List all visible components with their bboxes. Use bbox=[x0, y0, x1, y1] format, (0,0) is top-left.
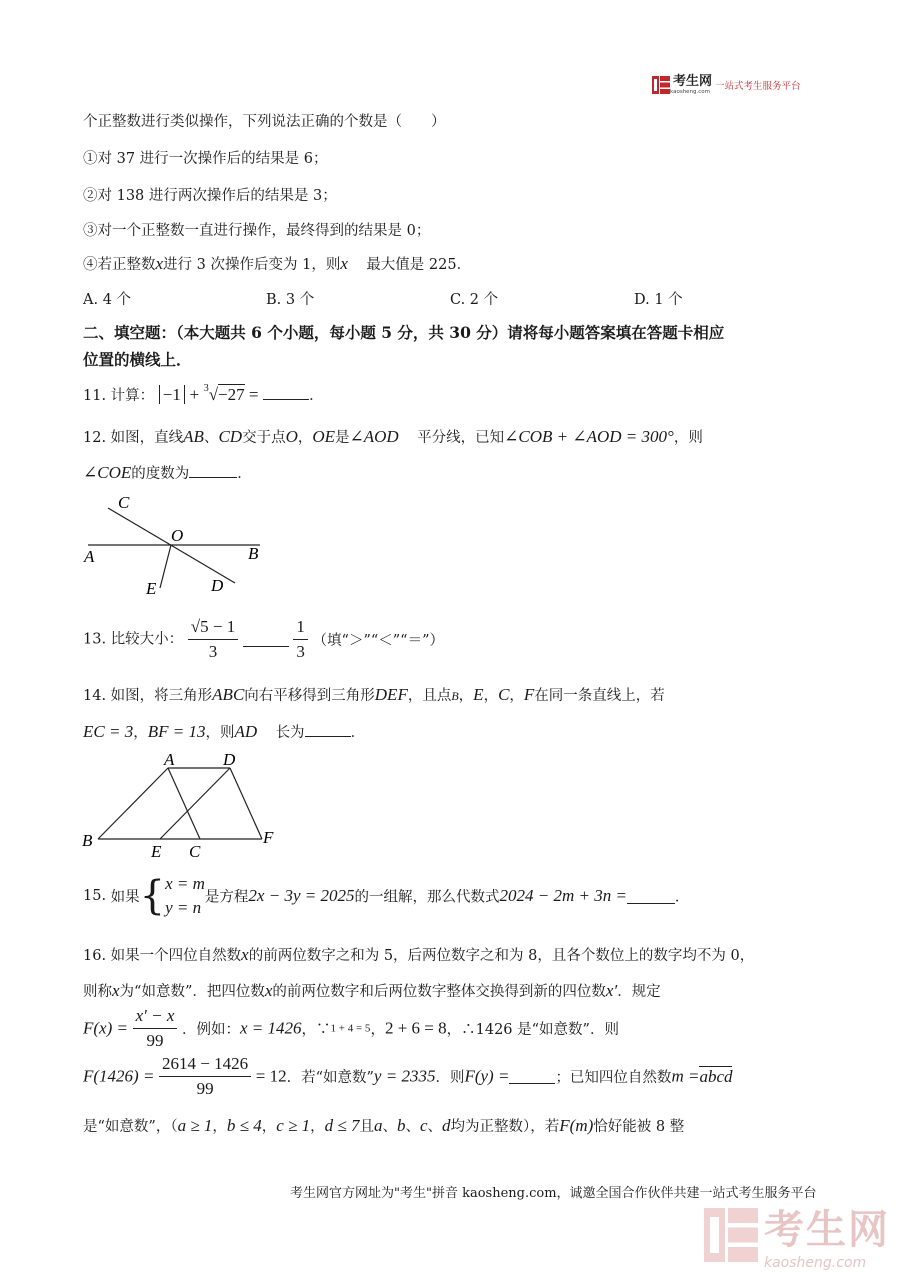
q16-answer-blank bbox=[509, 1069, 555, 1084]
q10-option-d: D. 1 个 bbox=[634, 292, 683, 308]
q10-stem: 个正整数进行类似操作，下列说法正确的个数是（ ） bbox=[83, 114, 446, 130]
q14-line1: 14. 如图，将三角形ABC向右平移得到三角形DEF，且点B，E，C，F在同一条直线上，若 bbox=[83, 685, 665, 704]
watermark-logo-icon bbox=[704, 1208, 758, 1262]
label-d: D bbox=[223, 750, 236, 769]
ray-oe bbox=[160, 545, 171, 588]
q10-statement-3: ③对一个正整数一直进行操作，最终得到的结果是 0； bbox=[83, 223, 431, 239]
footer-text: 考生网官方网址为"考生"拼音 kaosheng.com，诚邀全国合作伙伴共建一站式考生服务平台 bbox=[290, 1186, 817, 1201]
label-c: C bbox=[189, 842, 201, 861]
q14-answer-blank bbox=[305, 722, 351, 737]
q15-system: x = m y = n bbox=[165, 874, 205, 917]
q12-line2: ∠COE的度数为 ． bbox=[83, 463, 252, 482]
logo-slogan: 一站式考生服务平台 bbox=[715, 80, 801, 92]
label-e: E bbox=[151, 842, 162, 861]
q10-option-c: C. 2 个 bbox=[450, 292, 499, 308]
q14-line2: EC = 3，BF = 13，则AD 长为 ． bbox=[83, 722, 366, 741]
label-o: O bbox=[171, 526, 184, 545]
q13-answer-blank bbox=[243, 632, 289, 647]
logo-name: 考生网 bbox=[673, 74, 713, 89]
q15: 15. 如果{ x = m y = n 是方程2x − 3y = 2025的一组解，那么代数式2024 − 2m + 3n = ． bbox=[83, 873, 690, 919]
label-a: A bbox=[84, 547, 95, 566]
q16-f-definition-fraction: $\frac{x' - x}{99}$ bbox=[133, 1004, 178, 1053]
label-f: F bbox=[263, 828, 274, 847]
q16-overline-abcd: abcd bbox=[699, 1066, 733, 1086]
watermark-domain: kaosheng.com bbox=[764, 1255, 867, 1271]
q10-option-a: A. 4 个 bbox=[83, 292, 132, 308]
q11-abs: −1 bbox=[159, 385, 185, 404]
q13-fraction-left: $\frac{√5 - 1}{3}$ bbox=[188, 615, 238, 664]
watermark bbox=[704, 1198, 890, 1271]
q10-statement-4: ④若正整数x进行 3 次操作后变为 1，则x 最大值是 225． bbox=[83, 254, 472, 273]
header-logo bbox=[652, 73, 801, 96]
label-d: D bbox=[211, 576, 224, 595]
section2-heading-line1: 二、填空题：（本大题共 6 个小题，每小题 5 分，共 30 分）请将每小题答案填在答题卡相应 bbox=[83, 323, 725, 342]
q16-line2: 则称x为“如意数”．把四位数x的前两位数字和后两位数字整体交换得到新的四位数x′．规定 bbox=[83, 981, 661, 1000]
q10-option-b: B. 3 个 bbox=[266, 292, 315, 308]
label-e: E bbox=[146, 579, 157, 598]
q13: 13. 比较大小： $\frac{√5 - 1}{3}$ $\frac{1}{3}$ （填“＞”“＜”“＝”） bbox=[83, 615, 444, 664]
q16-line3: F(x) = $\frac{x' - x}{99}$ ．例如：x = 1426，∵1 + 4 = 5，2 + 6 = 8，∴1426 是“如意数”．则 bbox=[83, 1004, 619, 1053]
q13-fraction-right: $\frac{1}{3}$ bbox=[293, 615, 308, 664]
q14-figure bbox=[78, 748, 288, 863]
q16-line4: F(1426) = $\frac{2614 - 1426}{99}$ = 12．若“如意数”y = 2335．则F(y) = ；已知四位自然数m =abcd bbox=[83, 1052, 732, 1101]
q12-figure bbox=[78, 490, 278, 600]
watermark-text: 考生网 bbox=[764, 1207, 890, 1253]
kaosheng-logo-icon bbox=[652, 76, 670, 94]
q12-line1: 12. 如图，直线AB、CD交于点O，OE是∠AOD 平分线，已知∠COB + ∠AOD = 300°，则 bbox=[83, 427, 703, 446]
label-c: C bbox=[118, 493, 130, 512]
q12-answer-blank bbox=[189, 463, 237, 478]
section2-heading-line2: 位置的横线上． bbox=[83, 350, 192, 369]
segment-ba bbox=[98, 768, 168, 839]
q11: 11. 计算： −1 + $^3$√−27 = ． bbox=[83, 383, 324, 404]
q11-answer-blank bbox=[263, 385, 309, 400]
q16-example-fraction: $\frac{2614 - 1426}{99}$ bbox=[159, 1052, 251, 1101]
q11-radicand: −27 bbox=[218, 385, 245, 404]
segment-df bbox=[230, 768, 262, 839]
q15-answer-blank bbox=[627, 889, 675, 904]
label-b: B bbox=[248, 544, 259, 563]
q10-statement-2: ②对 138 进行两次操作后的结果是 3； bbox=[83, 188, 337, 204]
q10-statement-1: ①对 37 进行一次操作后的结果是 6； bbox=[83, 151, 328, 167]
q16-line5: 是“如意数”，（a ≥ 1，b ≤ 4，c ≥ 1，d ≤ 7且a、b、c、d均为正整数），若F(m)恰好能被 8 整 bbox=[83, 1116, 685, 1135]
logo-domain: kaosheng.com bbox=[670, 89, 711, 95]
q16-line1: 16. 如果一个四位自然数x的前两位数字之和为 5，后两位数字之和为 8，且各个数位上的数字均不为 0， bbox=[83, 945, 755, 964]
label-b: B bbox=[82, 831, 93, 850]
label-a: A bbox=[164, 750, 175, 769]
